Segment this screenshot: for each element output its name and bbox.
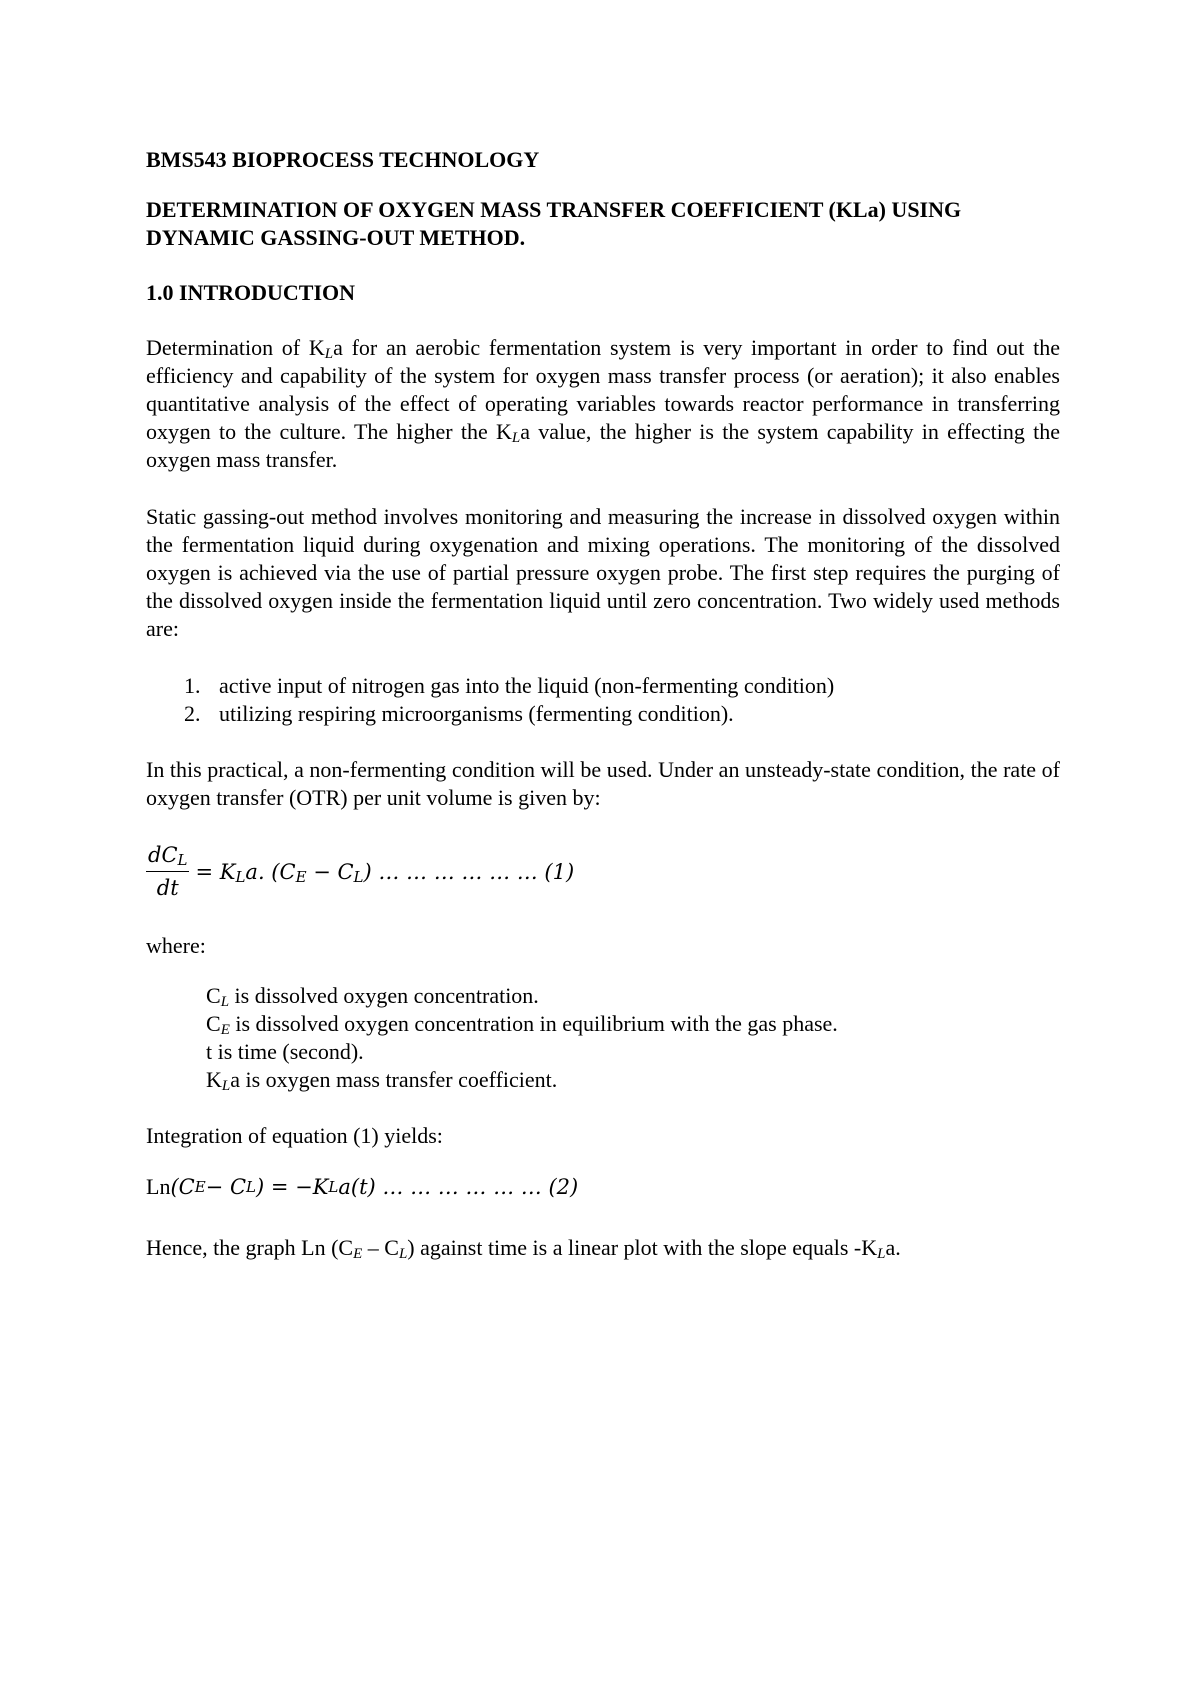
conclusion-text: Hence, the graph Ln $(C_E - C_L)$ against time is a linear plot with the slope equals $-K_La$. bbox=[146, 1235, 901, 1262]
definition-item: $C_L$ is dissolved oxygen concentration. bbox=[206, 983, 539, 1010]
methods-list bbox=[146, 672, 1060, 728]
equation-2: Ln (C E − C L ) = −K L a(t) … … … … … … (2) bbox=[146, 1174, 579, 1199]
document-page bbox=[146, 146, 1060, 1262]
where-label: where: bbox=[146, 933, 206, 958]
intro-paragraph-3: In this practical, a non-fermenting condition will be used. Under an unsteady-state condition, the rate of oxygen transfer (OTR) per unit volume is given by: bbox=[146, 757, 1060, 810]
definition-item: $K_La$ is oxygen mass transfer coefficient. bbox=[206, 1067, 558, 1094]
intro-paragraph-2: Static gassing-out method involves monitoring and measuring the increase in dissolved oxygen within the fermentation liquid during oxygenation and mixing operations. The monitoring of the dissolved oxygen is achieved via the use of partial pressure oxygen probe. The first step requires the purging of the dissolved oxygen inside the fermentation liquid until zero concentration. Two widely used methods are: bbox=[146, 504, 1060, 641]
list-item: 2. utilizing respiring microorganisms (fermenting condition). bbox=[184, 701, 734, 726]
definition-item: t is time (second). bbox=[206, 1039, 364, 1064]
equation-1-rhs: = $K_La$. $(C_E - C_L)$ … … … … … … (1) bbox=[195, 859, 575, 886]
definitions-list bbox=[146, 982, 1060, 1094]
course-title: BMS543 BIOPROCESS TECHNOLOGY bbox=[146, 147, 540, 172]
definition-item: $C_E$ is dissolved oxygen concentration in equilibrium with the gas phase. bbox=[206, 1011, 838, 1038]
integration-text: Integration of equation (1) yields: bbox=[146, 1123, 443, 1148]
intro-paragraph-1: Determination of $K_La$ for an aerobic fermentation system is very important in order to find out the efficiency and capability of the system for oxygen mass transfer process (or aeration); it also enables quantitative analysis of the effect of operating variables towards reactor performance in transferring oxygen to the culture. The higher the $K_La$ value, the higher is the system capability in effecting the oxygen mass transfer. bbox=[146, 335, 1061, 472]
equation-1 bbox=[146, 841, 1060, 902]
equation-1-fraction: $\frac{dC_L}{dt}$ bbox=[148, 843, 188, 900]
section-heading: 1.0 INTRODUCTION bbox=[146, 280, 356, 305]
list-item: 1. active input of nitrogen gas into the liquid (non-fermenting condition) bbox=[184, 673, 835, 698]
experiment-title: DETERMINATION OF OXYGEN MASS TRANSFER COEFFICIENT (KLa) USING DYNAMIC GASSING-OUT METHOD. bbox=[146, 197, 962, 250]
